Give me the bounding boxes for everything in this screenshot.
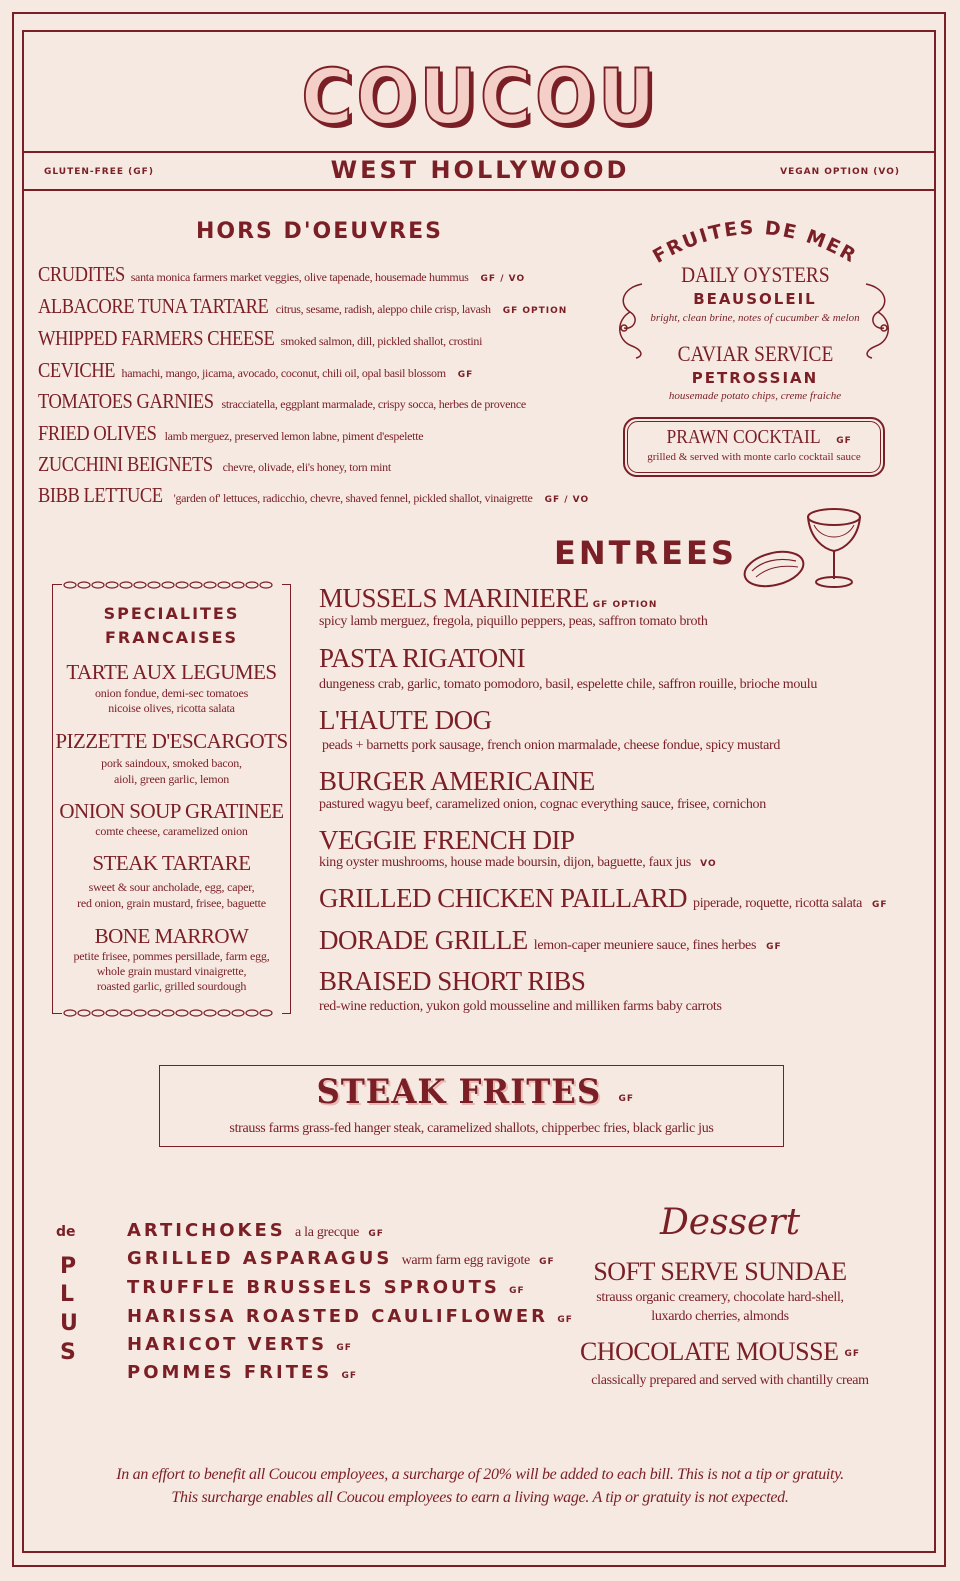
entree-tag: GF OPTION (592, 600, 658, 610)
location-title: WEST HOLLYWOOD (330, 156, 630, 184)
dessert-item-name: SOFT SERVE SUNDAE (593, 1257, 847, 1286)
side-name: HARICOT VERTS (127, 1334, 328, 1355)
entree-desc: peads + barnetts pork sausage, french onion marmalade, cheese fondue, spicy mustard (322, 738, 781, 753)
prawn-desc: grilled & served with monte carlo cocktail sauce (647, 451, 861, 463)
item-desc: 'garden of' lettuces, radicchio, chevre, shaved fennel, pickled shallot, vinaigrette (173, 491, 533, 505)
specialite-name: TARTE AUX LEGUMES (66, 660, 277, 684)
side-desc: warm farm egg ravigote (401, 1253, 530, 1268)
item-tag: GF / VO (544, 495, 590, 505)
entree-name: VEGGIE FRENCH DIP (319, 825, 575, 855)
entree-tag: VO (700, 859, 717, 869)
item-name: CRUDITES (38, 262, 125, 286)
side-item (127, 1220, 384, 1241)
item-name: ZUCCHINI BEIGNETS (38, 452, 213, 476)
specialite-desc-2: aioli, green garlic, lemon (113, 772, 230, 786)
entree-item (319, 883, 888, 914)
side-name: GRILLED ASPARAGUS (127, 1248, 393, 1269)
entree-item (319, 966, 585, 997)
entree-item (319, 643, 525, 674)
chain-border-bottom-icon (62, 1007, 282, 1019)
entree-tag: GF (766, 942, 782, 952)
specialites-title-1: SPECIALITES (103, 604, 240, 623)
dessert-item-desc-2: luxardo cherries, almonds (651, 1309, 789, 1324)
item-desc: stracciatella, eggplant marmalade, crispy socca, herbes de provence (221, 397, 526, 411)
steak-frites-heading (159, 1072, 784, 1112)
side-tag: GF (539, 1257, 555, 1267)
item-tag: GF / VO (480, 274, 526, 284)
svg-text:FRUITES DE MER (649, 217, 861, 268)
dessert-tag: GF (844, 1349, 861, 1360)
oysters-desc: bright, clean brine, notes of cucumber & melon (650, 312, 860, 324)
item-name: CEVICHE (38, 358, 115, 382)
header-rule-bottom (24, 189, 936, 191)
entree-item (319, 825, 575, 856)
footer-line-1: In an effort to benefit all Coucou employees, a surcharge of 20% will be added to each bill. This is not a tip or gratuity. (116, 1466, 844, 1483)
header-rule-top (24, 151, 936, 153)
entree-name: BRAISED SHORT RIBS (319, 966, 586, 996)
entree-name: MUSSELS MARINIERE (319, 583, 589, 613)
side-tag: GF (336, 1343, 352, 1353)
item-desc: citrus, sesame, radish, aleppo chile crisp, lavash (275, 302, 491, 316)
side-tag: GF (509, 1286, 525, 1296)
specialite-name: BONE MARROW (94, 924, 249, 948)
specialite-desc-3: roasted garlic, grilled sourdough (96, 979, 247, 993)
side-item (127, 1248, 555, 1269)
menu-item (38, 483, 589, 508)
entree-desc: lemon-caper meuniere sauce, fines herbes (533, 938, 757, 953)
steak-frites-desc: strauss farms grass-fed hanger steak, caramelized shallots, chipperbec fries, black garlic jus (229, 1121, 714, 1136)
entree-item (319, 583, 657, 614)
oyster-cocktail-illustration (738, 505, 868, 590)
item-tag: GF (457, 370, 474, 380)
item-name: FRIED OLIVES (38, 421, 157, 445)
fruites-de-mer-title: FRUITES DE MER (649, 216, 861, 268)
side-name: TRUFFLE BRUSSELS SPROUTS (127, 1277, 500, 1298)
legend-vegan-option: VEGAN OPTION (VO) (780, 167, 900, 177)
steak-frites-tag: GF (618, 1094, 635, 1105)
side-item (127, 1277, 525, 1298)
dessert-item-name-2-text: CHOCOLATE MOUSSE (579, 1337, 839, 1366)
specialite-name: ONION SOUP GRATINEE (59, 799, 284, 823)
specialite-desc-1: onion fondue, demi-sec tomatoes (94, 686, 249, 700)
plus-letter: P (60, 1254, 77, 1279)
entrees-title: ENTREES (554, 534, 737, 572)
specialite-desc-1: comte cheese, caramelized onion (95, 824, 248, 838)
side-name: HARISSA ROASTED CAULIFLOWER (127, 1306, 549, 1327)
prawn-name (623, 426, 885, 449)
side-tag: GF (368, 1229, 384, 1239)
dessert-item-name-2 (560, 1337, 880, 1367)
side-item (127, 1334, 352, 1355)
item-desc: smoked salmon, dill, pickled shallot, crostini (280, 334, 483, 348)
menu-item (38, 262, 525, 287)
item-desc: chevre, olivade, eli's honey, torn mint (222, 460, 391, 474)
entree-desc (319, 855, 717, 871)
caviar-desc: housemade potato chips, creme fraiche (668, 390, 842, 402)
entree-item (319, 925, 782, 956)
specialite-desc-1: sweet & sour ancholade, egg, caper, (88, 880, 255, 894)
side-item (127, 1362, 357, 1383)
entree-tag: GF (872, 900, 888, 910)
dessert-item-desc-1: strauss organic creamery, chocolate hard-shell, (596, 1290, 844, 1305)
plus-letter: U (60, 1311, 78, 1336)
item-desc: santa monica farmers market veggies, olive tapenade, housemade hummus (130, 270, 469, 284)
entree-desc: pastured wagyu beef, caramelized onion, cognac everything sauce, frisee, cornichon (319, 797, 766, 812)
entree-item (319, 705, 492, 736)
entree-name: L'HAUTE DOG (319, 705, 492, 735)
menu-item (38, 326, 482, 351)
specialite-name: STEAK TARTARE (92, 851, 251, 875)
specialite-desc-2: whole grain mustard vinaigrette, (96, 964, 247, 978)
menu-item (38, 421, 423, 446)
entree-item (319, 766, 595, 797)
entree-name: PASTA RIGATONI (319, 643, 526, 673)
item-name: BIBB LETTUCE (38, 483, 163, 507)
entree-name: DORADE GRILLE (319, 925, 528, 955)
caviar-name (640, 341, 870, 367)
prawn-tag: GF (836, 436, 852, 446)
entree-desc-text: king oyster mushrooms, house made boursin, dijon, baguette, faux jus (319, 855, 691, 870)
specialites-title-2: FRANCAISES (104, 628, 239, 647)
plus-letter: L (60, 1282, 75, 1307)
side-item (127, 1306, 573, 1327)
item-name: ALBACORE TUNA TARTARE (38, 294, 269, 318)
entree-desc: dungeness crab, garlic, tomato pomodoro, basil, espelette chile, saffron rouille, brioche moulu (319, 677, 818, 692)
side-tag: GF (557, 1315, 573, 1325)
menu-item (38, 452, 391, 477)
menu-item (38, 358, 473, 383)
caviar-name-text: CAVIAR SERVICE (677, 341, 833, 366)
specialite-name: PIZZETTE D'ESCARGOTS (55, 729, 288, 753)
brand-logo: COUCOU (301, 52, 659, 141)
menu-item (38, 389, 526, 414)
specialite-desc-1: petite frisee, pommes persillade, farm egg, (73, 949, 270, 963)
oysters-name-text: DAILY OYSTERS (680, 262, 830, 287)
footer-line-2: This surcharge enables all Coucou employees to earn a living wage. A tip or gratuity is not expected. (171, 1489, 789, 1506)
side-tag: GF (341, 1371, 358, 1381)
hors-doeuvres-title: HORS D'OEUVRES (196, 219, 443, 244)
plus-letter: S (60, 1340, 76, 1365)
steak-frites-name: STEAK FRITES (316, 1072, 602, 1112)
dessert-item-desc-3: classically prepared and served with chantilly cream (591, 1373, 869, 1388)
dessert-title: Dessert (659, 1202, 801, 1243)
item-name: WHIPPED FARMERS CHEESE (38, 326, 275, 350)
chain-border-top-icon (62, 579, 282, 591)
prawn-name-text: PRAWN COCKTAIL (666, 426, 821, 448)
specialite-desc-2: nicoise olives, ricotta salata (108, 701, 235, 715)
entree-name: GRILLED CHICKEN PAILLARD (319, 883, 687, 913)
entree-desc: red-wine reduction, yukon gold mousseline and milliken farms baby carrots (319, 999, 722, 1014)
oysters-brand: BEAUSOLEIL (693, 290, 817, 308)
item-tag: GF OPTION (502, 306, 568, 316)
specialite-desc-2: red onion, grain mustard, frisee, baguette (77, 896, 266, 910)
oysters-name (640, 262, 870, 288)
menu-item (38, 294, 567, 319)
caviar-brand: PETROSSIAN (691, 369, 819, 387)
item-name: TOMATOES GARNIES (38, 389, 214, 413)
entree-desc: spicy lamb merguez, fregola, piquillo peppers, peas, saffron tomato broth (319, 614, 708, 629)
specialite-desc-1: pork saindoux, smoked bacon, (101, 756, 242, 770)
entree-desc: piperade, roquette, ricotta salata (693, 896, 862, 911)
entree-name: BURGER AMERICAINE (319, 766, 595, 796)
item-desc: hamachi, mango, jicama, avocado, coconut, chili oil, opal basil blossom (121, 366, 446, 380)
legend-gluten-free: GLUTEN-FREE (GF) (44, 167, 154, 177)
side-name: ARTICHOKES (127, 1220, 286, 1241)
item-desc: lamb merguez, preserved lemon labne, piment d'espelette (164, 429, 424, 443)
plus-de: de (56, 1224, 76, 1240)
side-name: POMMES FRITES (127, 1362, 333, 1383)
side-desc: a la grecque (295, 1225, 360, 1240)
